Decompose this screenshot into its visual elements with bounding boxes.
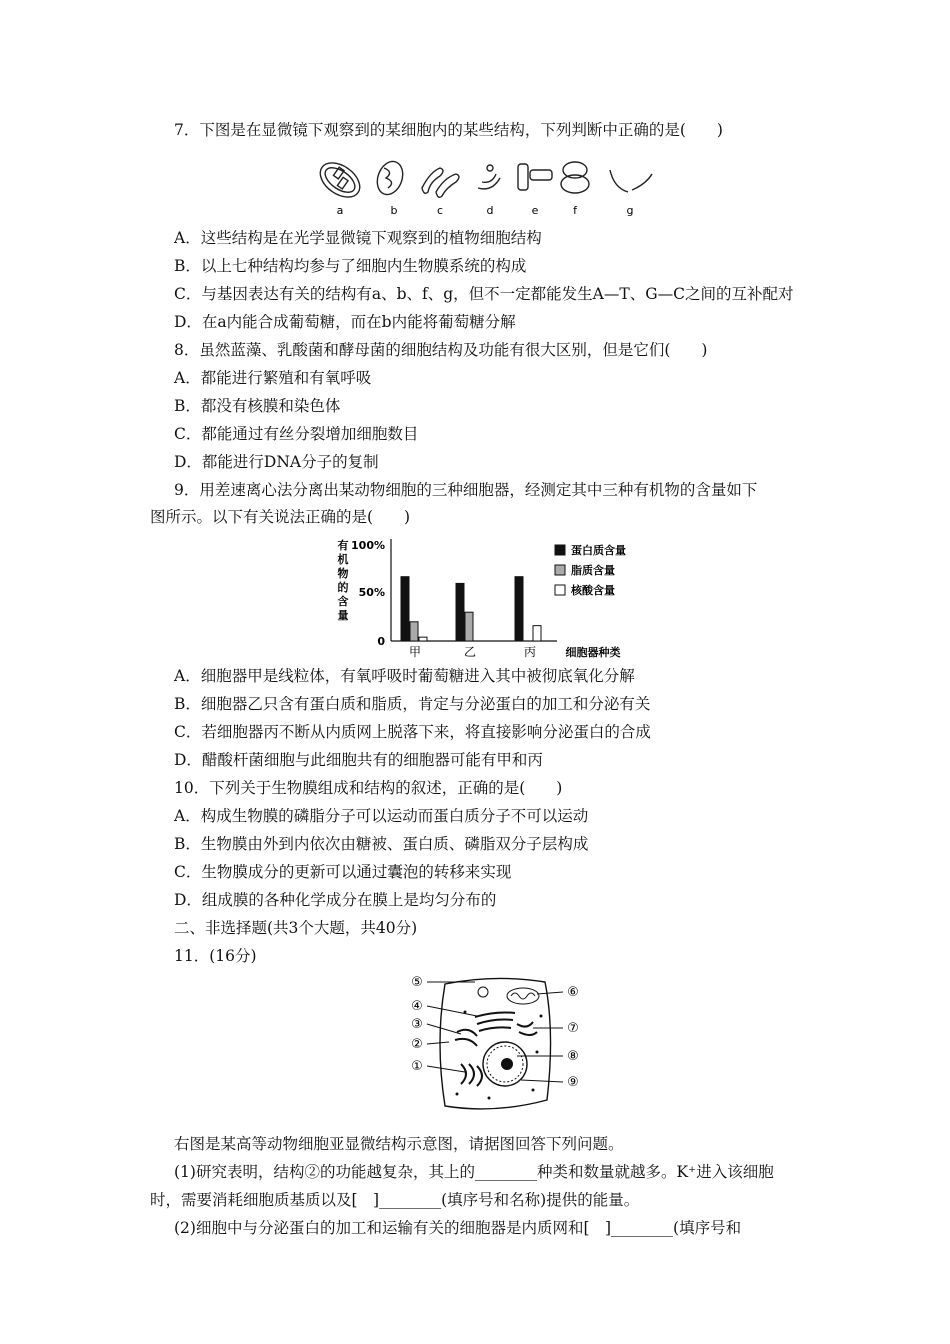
q7-stem: 7．下图是在显微镜下观察到的某细胞内的某些结构，下列判断中正确的是( ) xyxy=(174,121,723,139)
q10-stem: 10．下列关于生物膜组成和结构的叙述，正确的是( ) xyxy=(174,779,563,797)
chart-ylabel-1: 有 xyxy=(337,539,349,552)
chart-ylabel-4: 的 xyxy=(337,581,349,594)
cell-label-5: ⑤ xyxy=(411,975,423,990)
figure-label-c: c xyxy=(436,204,444,217)
figure-label-a: a xyxy=(336,204,344,217)
legend-swatch-protein xyxy=(555,545,565,555)
q7-option-c: C．与基因表达有关的结构有a、b、f、g，但不一定都能发生A—T、G—C之间的互补配对 xyxy=(174,285,794,303)
y-tick-label-100: 100% xyxy=(351,539,385,552)
q11-part1-line1: (1)研究表明，结构②的功能越复杂，其上的________种类和数量就越多。K⁺进入该细胞 xyxy=(174,1163,774,1181)
organelle-content-chart xyxy=(335,535,655,660)
organelle-figure xyxy=(310,150,670,220)
legend-label-lipid: 脂质含量 xyxy=(571,564,615,577)
q8-option-b: B．都没有核膜和染色体 xyxy=(174,397,341,415)
cell-label-8: ⑧ xyxy=(567,1049,579,1064)
bar-蛋白质含量-乙 xyxy=(456,583,464,641)
golgi-drawing xyxy=(478,165,500,189)
legend-swatch-nucleic xyxy=(555,585,565,595)
q9-stem-line1: 9．用差速离心法分离出某动物细胞的三种细胞器，经测定其中三种有机物的含量如下 xyxy=(174,481,758,499)
cell-label-7: ⑦ xyxy=(567,1021,579,1036)
cell-label-3: ③ xyxy=(411,1017,423,1032)
mitochondrion xyxy=(507,988,539,1004)
bar-脂质含量-乙 xyxy=(465,612,473,641)
figure-label-g: g xyxy=(626,204,634,217)
section-heading: 二、非选择题(共3个大题，共40分) xyxy=(174,919,418,937)
legend-swatch-lipid xyxy=(555,565,565,575)
q9-option-d: D．醋酸杆菌细胞与此细胞共有的细胞器可能有甲和丙 xyxy=(174,751,543,769)
q8-option-d: D．都能进行DNA分子的复制 xyxy=(174,453,379,471)
q11-head: 11．(16分) xyxy=(174,947,257,965)
q8-stem: 8．虽然蓝藻、乳酸菌和酵母菌的细胞结构及功能有很大区别，但是它们( ) xyxy=(174,341,708,359)
bar-脂质含量-甲 xyxy=(410,622,418,641)
bar-核酸含量-甲 xyxy=(419,637,427,641)
x-category-jia: 甲 xyxy=(408,645,422,659)
q7-option-d: D．在a内能合成葡萄糖，而在b内能将葡萄糖分解 xyxy=(174,313,516,331)
cell-label-6: ⑥ xyxy=(567,985,579,1000)
x-axis-label: 细胞器种类 xyxy=(565,646,621,659)
cell-label-4: ④ xyxy=(411,999,423,1014)
nucleolus xyxy=(501,1058,513,1070)
bar-蛋白质含量-丙 xyxy=(515,577,523,641)
cell-label-2: ② xyxy=(411,1037,423,1052)
q8-option-a: A．都能进行繁殖和有氧呼吸 xyxy=(174,369,372,387)
cell-label-1: ① xyxy=(411,1059,423,1074)
cell-label-9: ⑨ xyxy=(567,1075,579,1090)
rough-er xyxy=(461,1064,482,1086)
q7-option-a: A．这些结构是在光学显微镜下观察到的植物细胞结构 xyxy=(174,229,542,247)
q9-option-b: B．细胞器乙只含有蛋白质和脂质，肯定与分泌蛋白的加工和分泌有关 xyxy=(174,695,651,713)
animal-cell-diagram xyxy=(405,972,585,1122)
q10-option-b: B．生物膜由外到内依次由糖被、蛋白质、磷脂双分子层构成 xyxy=(174,835,589,853)
q10-option-d: D．组成膜的各种化学成分在膜上是均匀分布的 xyxy=(174,891,497,909)
centriole-drawing xyxy=(518,164,552,190)
figure-label-f: f xyxy=(573,204,577,217)
y-tick-label-0: 0 xyxy=(377,635,385,648)
figure-label-d: d xyxy=(486,204,494,217)
er-left xyxy=(455,1030,477,1046)
vesicle xyxy=(478,987,488,997)
q10-option-c: C．生物膜成分的更新可以通过囊泡的转移来实现 xyxy=(174,863,512,881)
legend-label-protein: 蛋白质含量 xyxy=(571,544,626,557)
q8-option-c: C．都能通过有丝分裂增加细胞数目 xyxy=(174,425,419,443)
q11-part2-line1: (2)细胞中与分泌蛋白的加工和运输有关的细胞器是内质网和[ ]________(填序号和 xyxy=(174,1219,742,1237)
q7-option-b: B．以上七种结构均参与了细胞内生物膜系统的构成 xyxy=(174,257,527,275)
y-tick-label-50: 50% xyxy=(358,586,385,599)
chart-ylabel-6: 量 xyxy=(337,609,349,622)
figure-label-e: e xyxy=(531,204,539,217)
chart-ylabel-3: 物 xyxy=(337,567,349,580)
er-drawing xyxy=(422,168,459,197)
chloroplast-drawing xyxy=(314,156,366,204)
x-category-bing: 丙 xyxy=(523,645,537,659)
mitochondrion-drawing xyxy=(373,158,407,198)
chart-ylabel-2: 机 xyxy=(337,553,349,566)
q11-intro: 右图是某高等动物细胞亚显微结构示意图，请据图回答下列问题。 xyxy=(174,1135,624,1153)
chart-ylabel-5: 含 xyxy=(337,595,349,608)
q9-option-c: C．若细胞器丙不断从内质网上脱落下来，将直接影响分泌蛋白的合成 xyxy=(174,723,651,741)
q9-option-a: A．细胞器甲是线粒体，有氧呼吸时葡萄糖进入其中被彻底氧化分解 xyxy=(174,667,635,685)
bar-蛋白质含量-甲 xyxy=(401,577,409,641)
q10-option-a: A．构成生物膜的磷脂分子可以运动而蛋白质分子不可以运动 xyxy=(174,807,589,825)
figure-label-b: b xyxy=(390,204,398,217)
nucleus-drawing xyxy=(561,162,589,193)
x-category-yi: 乙 xyxy=(463,645,477,659)
q9-stem-line2: 图所示。以下有关说法正确的是( ) xyxy=(150,508,411,526)
golgi xyxy=(475,1013,515,1032)
bar-核酸含量-丙 xyxy=(533,626,541,641)
legend-label-nucleic: 核酸含量 xyxy=(571,584,615,597)
rough-er-drawing xyxy=(610,170,652,192)
q11-part1-line2: 时，需要消耗细胞质基质以及[ ]________(填序号和名称)提供的能量。 xyxy=(150,1191,640,1209)
